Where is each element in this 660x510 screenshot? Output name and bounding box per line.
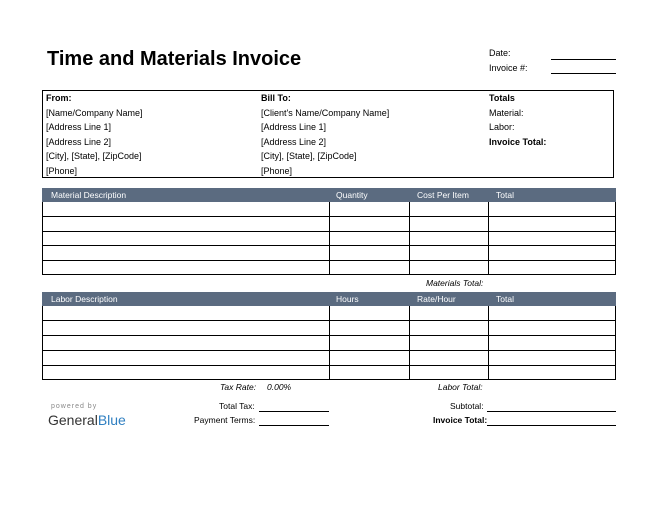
materials-table-body	[42, 202, 616, 275]
from-section	[46, 91, 143, 178]
from-line[interactable]: [City], [State], [ZipCode]	[46, 151, 142, 161]
brand-name-part1: General	[48, 412, 98, 428]
quantity-header: Quantity	[336, 190, 368, 200]
invoice-total-label: Invoice Total:	[433, 415, 488, 425]
generalblue-logo	[48, 412, 126, 428]
invoice-total-field[interactable]	[487, 425, 616, 426]
column-divider	[488, 202, 489, 274]
column-divider	[329, 306, 330, 379]
rate-per-hour-header: Rate/Hour	[417, 294, 456, 304]
labor-total-header: Total	[496, 294, 514, 304]
invoice-title: Time and Materials Invoice	[47, 48, 302, 70]
labor-table-header	[42, 292, 616, 306]
bill-to-heading: Bill To:	[261, 93, 291, 103]
labor-total-label: Labor:	[489, 122, 515, 132]
from-line[interactable]: [Name/Company Name]	[46, 107, 143, 118]
tax-rate-value[interactable]: 0.00%	[267, 382, 292, 392]
material-total-header: Total	[496, 190, 514, 200]
bill-to-line[interactable]: [Client's Name/Company Name]	[261, 107, 390, 118]
tax-rate-label: Tax Rate:	[220, 382, 257, 392]
total-tax-field[interactable]	[259, 411, 329, 412]
powered-by-text: powered by	[51, 403, 98, 410]
from-line[interactable]: [Address Line 2]	[46, 136, 112, 147]
bill-to-line[interactable]: [Phone]	[261, 165, 293, 176]
materials-total-label: Materials Total:	[426, 278, 484, 288]
invoice-number-label: Invoice #:	[489, 63, 528, 73]
payment-terms-field[interactable]	[259, 425, 329, 426]
bill-to-line[interactable]: [City], [State], [ZipCode]	[261, 151, 357, 161]
material-description-header: Material Description	[51, 190, 127, 200]
address-info-box	[42, 90, 614, 178]
from-line[interactable]: [Address Line 1]	[46, 122, 112, 132]
bill-to-line[interactable]: [Address Line 1]	[261, 122, 327, 132]
subtotal-label: Subtotal:	[450, 401, 484, 411]
subtotal-field[interactable]	[487, 411, 616, 412]
brand-name-part2: Blue	[97, 412, 126, 428]
hours-header: Hours	[336, 294, 359, 304]
labor-description-header: Labor Description	[51, 294, 118, 304]
date-field[interactable]	[551, 59, 616, 60]
bill-to-section	[261, 91, 389, 178]
totals-heading: Totals	[489, 93, 515, 103]
column-divider	[409, 202, 410, 274]
bill-to-line[interactable]: [Address Line 2]	[261, 136, 327, 147]
materials-table-header	[42, 188, 616, 202]
labor-table-body	[42, 306, 616, 380]
totals-section	[489, 91, 546, 149]
material-total-label: Material:	[489, 107, 524, 118]
payment-terms-label: Payment Terms:	[194, 415, 256, 425]
from-line[interactable]: [Phone]	[46, 165, 78, 176]
column-divider	[409, 306, 410, 379]
cost-per-item-header: Cost Per Item	[417, 190, 469, 200]
date-label: Date:	[489, 48, 511, 58]
invoice-total-summary-label: Invoice Total:	[489, 136, 547, 147]
column-divider	[329, 202, 330, 274]
labor-total-label: Labor Total:	[438, 382, 483, 392]
total-tax-label: Total Tax:	[219, 401, 255, 411]
column-divider	[488, 306, 489, 379]
from-heading: From:	[46, 93, 72, 103]
invoice-number-field[interactable]	[551, 73, 616, 74]
